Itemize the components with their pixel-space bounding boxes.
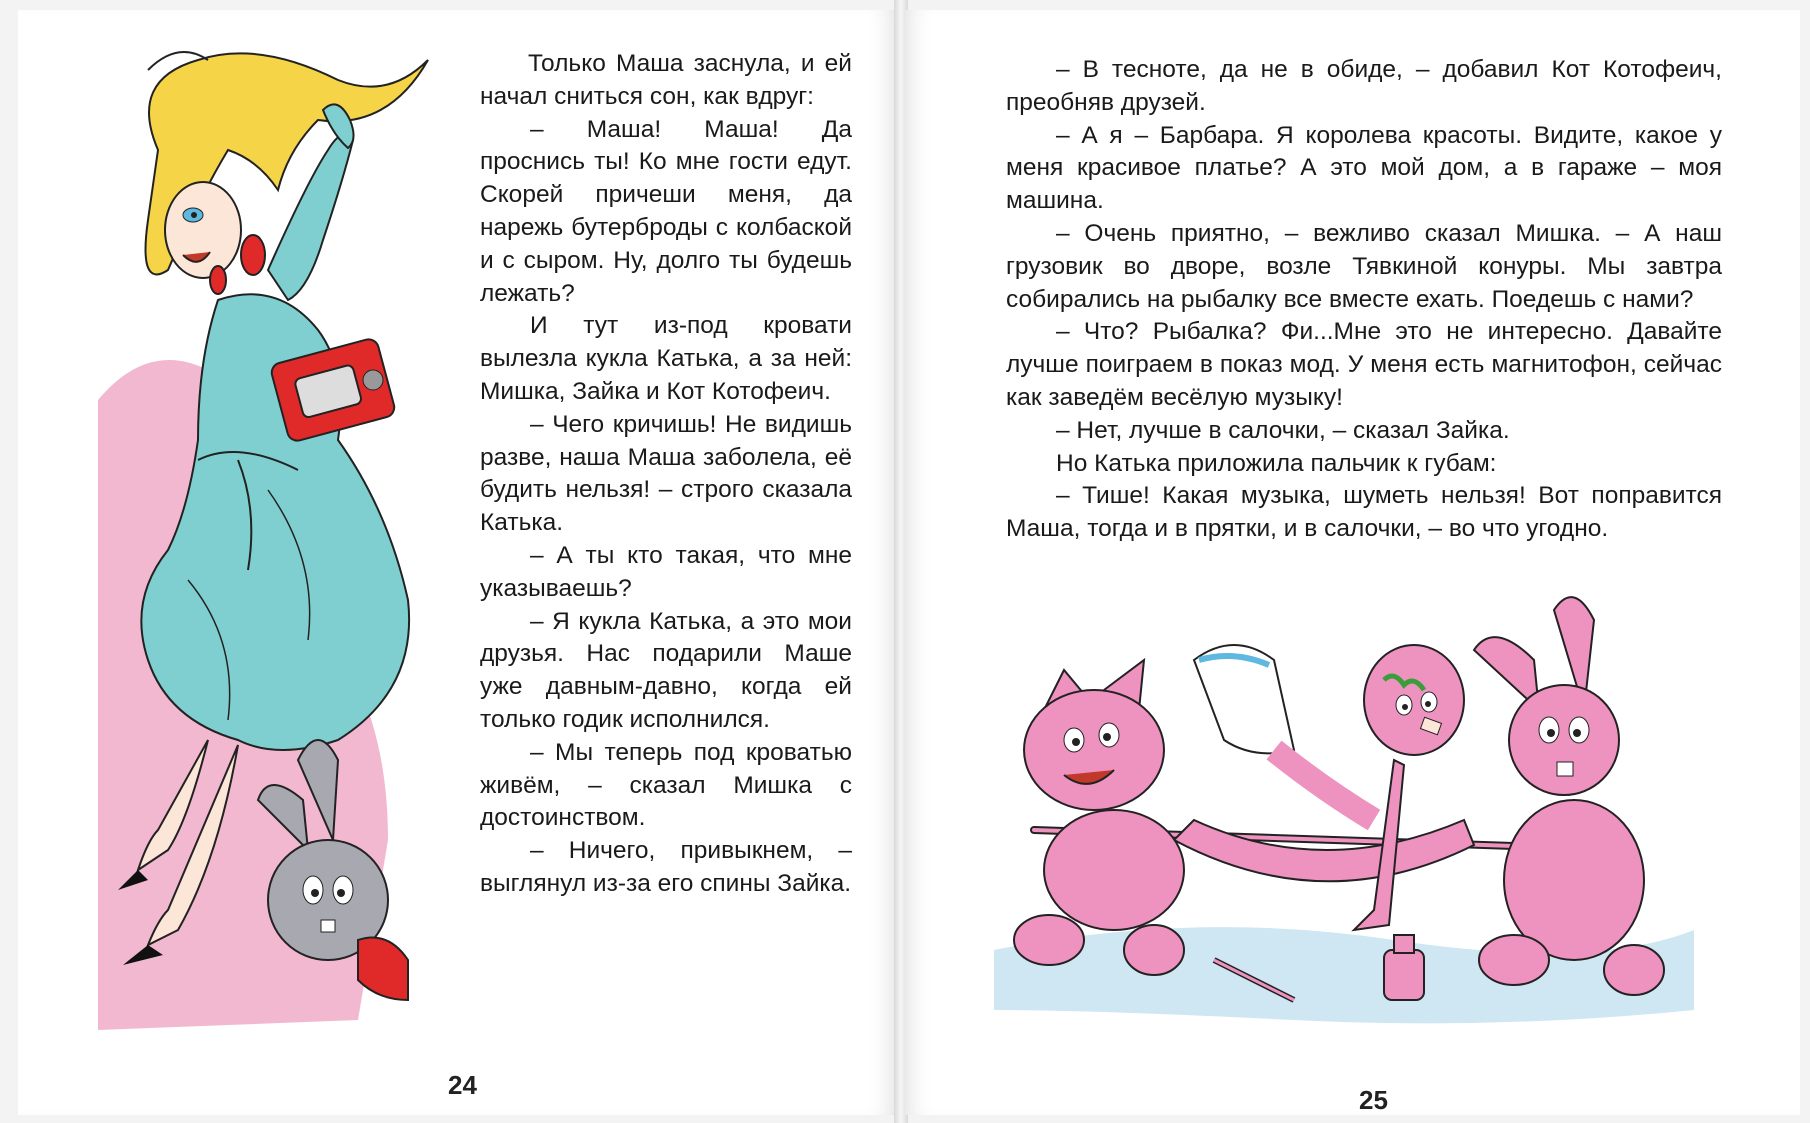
paragraph: – Ничего, привыкнем, – выглянул из-за его спины Зайка. xyxy=(480,837,852,897)
left-page-text xyxy=(480,48,852,901)
right-page xyxy=(904,10,1800,1115)
paragraph: Но Катька приложила пальчик к губам: xyxy=(1056,449,1497,477)
paragraph: – Очень приятно, – вежливо сказал Мишка. – А наш грузовик во дворе, возле Тявкиной конуры. Мы завтра собирались на рыбалку все вместе ехать. Поедешь с нами? xyxy=(1006,219,1722,313)
barbara-doll-illustration xyxy=(88,40,468,1040)
paragraph: И тут из-под кровати вылезла кукла Катька, а за ней: Мишка, Зайка и Кот Котофеич. xyxy=(480,312,852,405)
paragraph: – А я – Барбара. Я королева красоты. Видите, какое у меня красивое платье? А это мой дом, а в гараже – моя машина. xyxy=(1006,121,1722,215)
paragraph: – Мы теперь под кроватью живём, – сказал Мишка с достоинством. xyxy=(480,738,852,832)
paragraph: – Я кукла Катька, а это мои друзья. Нас подарили Маше уже давным-давно, когда ей только годик исполнился. xyxy=(480,607,852,733)
left-page xyxy=(18,10,896,1115)
paragraph: – Что? Рыбалка? Фи...Мне это не интересно. Давайте лучше поиграем в показ мод. У меня есть магнитофон, сейчас как заведём весёлую музыку! xyxy=(1006,318,1722,411)
paragraph: Только Маша заснула, и ей начал сниться сон, как вдруг: xyxy=(480,50,852,110)
paragraph: – Нет, лучше в салочки, – сказал Зайка. xyxy=(1056,416,1510,444)
paragraph: – Тише! Какая музыка, шуметь нельзя! Вот поправится Маша, тогда и в прятки, и в салочки, – во что угодно. xyxy=(1006,482,1722,543)
paragraph: – Маша! Маша! Да проснись ты! Ко мне гости едут. Скорей причеши меня, да нарежь бутерброды с колбаской и с сыром. Ну, долго ты будешь лежать? xyxy=(480,115,852,307)
page-number: 24 xyxy=(448,1070,477,1100)
right-page-text xyxy=(1006,54,1722,546)
paragraph: – В тесноте, да не в обиде, – добавил Кот Котофеич, преобняв друзей. xyxy=(1006,56,1722,116)
paragraph: – А ты кто такая, что мне указываешь? xyxy=(480,541,852,602)
page-number: 25 xyxy=(1359,1085,1388,1115)
friends-carrying-stretcher-illustration xyxy=(994,590,1694,1050)
paragraph: – Чего кричишь! Не видишь разве, наша Маша заболела, её будить нельзя! – строго сказала Катька. xyxy=(480,410,852,537)
